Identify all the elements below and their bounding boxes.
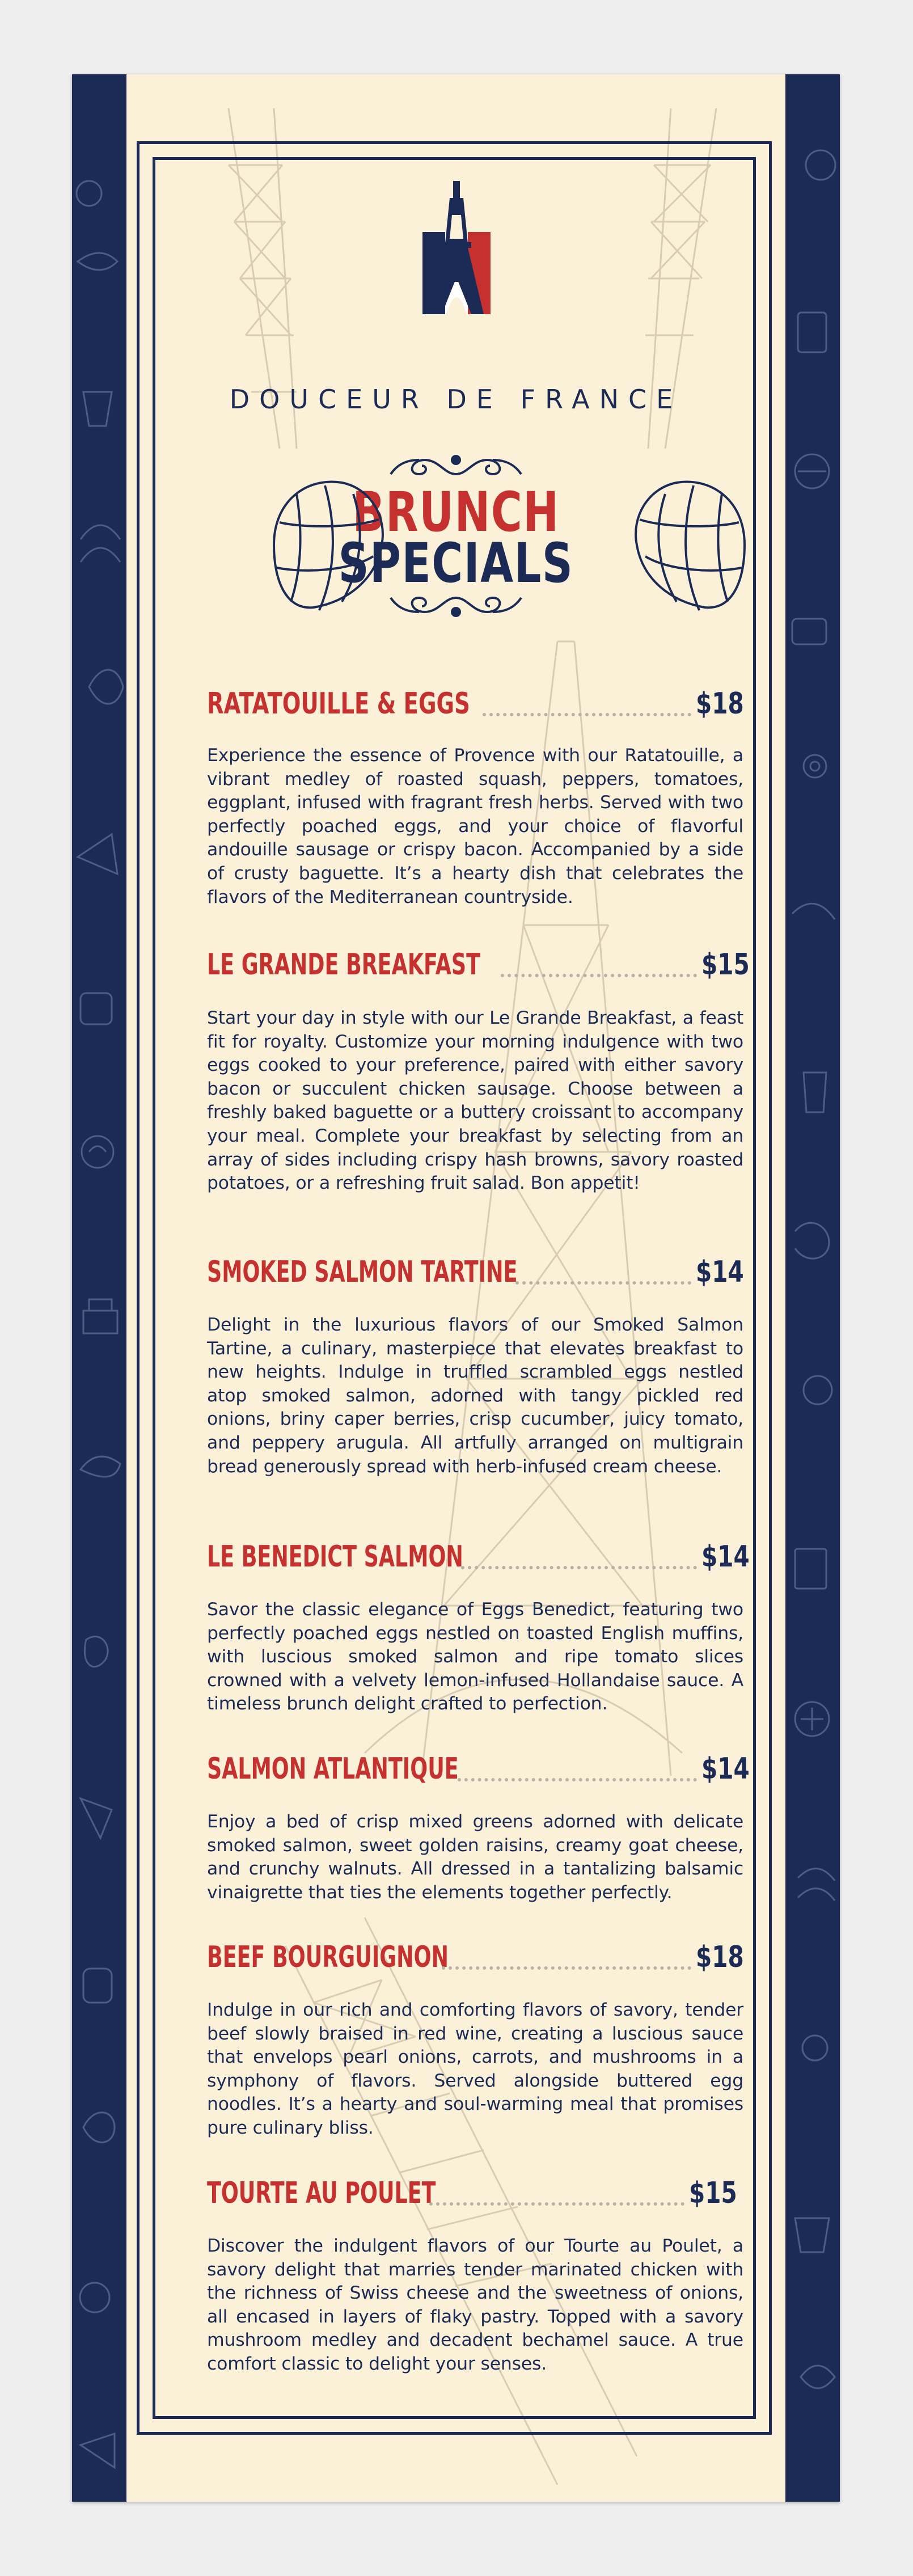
menu-item-name: TOURTE AU POULET <box>207 2176 436 2210</box>
menu-item-price: $18 <box>696 1940 744 1974</box>
menu-item-price: $14 <box>701 1752 750 1786</box>
menu-item-header <box>207 1540 750 1580</box>
menu-item-header <box>207 948 750 987</box>
leader-dots <box>501 974 697 977</box>
menu-item-name: LE BENEDICT SALMON <box>207 1540 463 1574</box>
menu-item-header <box>207 1752 750 1792</box>
menu-item-header <box>207 2176 743 2216</box>
menu-item-description: Delight in the luxurious flavors of our Smoked Salmon Tartine, a culinary, masterpiece that elevates breakfast to new heights. Indulge in truffled scrambled eggs nestled atop smoked salmon, adorned with tangy pickled red onions, briny caper berries, crisp cucumber, juicy tomato, and peppery arugula. All artfully arranged on multigrain bread generously spread with herb-infused cream cheese. <box>207 1315 743 1477</box>
leader-dots <box>429 2202 684 2206</box>
ornament-scroll-top-icon <box>387 449 525 483</box>
croissant-right-icon <box>625 471 756 619</box>
menu-item-name: SALMON ATLANTIQUE <box>207 1752 459 1786</box>
leader-dots <box>458 1778 697 1781</box>
leader-dots <box>442 1966 691 1970</box>
menu-item-price: $18 <box>696 687 744 721</box>
menu-item-description: Indulge in our rich and comforting flavors of savory, tender beef slowly braised in red wine, creating a luscious sauce that envelops pearl onions, carrots, and mushrooms in a symphony of flavors. Served alongside buttered egg noodles. It’s a hearty and soul-warming meal that promises pure culinary bliss. <box>207 2000 743 2138</box>
menu-item-price: $15 <box>689 2176 737 2210</box>
title-brunch: BRUNCH <box>352 480 560 544</box>
menu-item-header <box>207 1940 743 1980</box>
brand-name: DOUCEUR DE FRANCE <box>229 384 683 415</box>
menu-item-price: $14 <box>701 1540 750 1574</box>
leader-dots <box>483 713 691 716</box>
menu-item-description: Enjoy a bed of crisp mixed greens adorned with delicate smoked salmon, sweet golden raisins, creamy goat cheese, and crunchy walnuts. All dressed in a tantalizing balsamic vinaigrette that ties the elements together perfectly. <box>207 1811 743 1903</box>
leader-dots <box>515 1281 691 1285</box>
menu-item-name: SMOKED SALMON TARTINE <box>207 1255 518 1289</box>
menu-item-header <box>207 1255 743 1295</box>
menu-item-name: BEEF BOURGUIGNON <box>207 1940 449 1974</box>
leader-dots <box>461 1566 697 1569</box>
menu-item-description: Savor the classic elegance of Eggs Benedict, featuring two perfectly poached eggs nestled on toasted English muffins, with luscious smoked salmon and ripe tomato slices crowned with a velvety lemon-infused Hollandaise sauce. A timeless brunch delight crafted to perfection. <box>207 1599 743 1714</box>
menu-item-description: Start your day in style with our Le Grande Breakfast, a feast fit for royalty. Customize your morning indulgence with two eggs cooked to your preference, paired with either savory bacon or succulent chicken sausage. Choose between a freshly baked baguette or a buttery croissant to accompany your meal. Complete your breakfast by selecting from an array of sides including crispy hash browns, savory roasted potatoes, or a refreshing fruit salad. Bon appetit! <box>207 1008 743 1194</box>
title-specials: SPECIALS <box>338 531 574 595</box>
menu-item-description: Discover the indulgent flavors of our Tourte au Poulet, a savory delight that marries tender marinated chicken with the richness of Swiss cheese and the sweetness of onions, all encased in layers of flaky pastry. Topped with a savory mushroom medley and decadent bechamel sauce. A true comfort classic to delight your senses. <box>207 2236 743 2374</box>
menu-item-name: LE GRANDE BREAKFAST <box>207 948 480 982</box>
menu-item-price: $14 <box>696 1255 744 1289</box>
menu-item-name: RATATOUILLE & EGGS <box>207 687 470 721</box>
menu-item-price: $15 <box>701 948 750 982</box>
menu-item-description: Experience the essence of Provence with our Ratatouille, a vibrant medley of roasted squash, peppers, tomatoes, eggplant, infused with fragrant fresh herbs. Served with two perfectly poached eggs, and your choice of flavorful andouille sausage or crispy bacon. Accompanied by a side of crusty baguette. It’s a hearty dish that celebrates the flavors of the Mediterranean countryside. <box>207 745 743 907</box>
croissant-left-icon <box>263 471 393 619</box>
menu-board <box>72 74 840 2502</box>
ornament-scroll-bottom-icon <box>387 589 525 623</box>
menu-item-header <box>207 687 743 727</box>
eiffel-tower-flag-icon <box>417 181 496 317</box>
